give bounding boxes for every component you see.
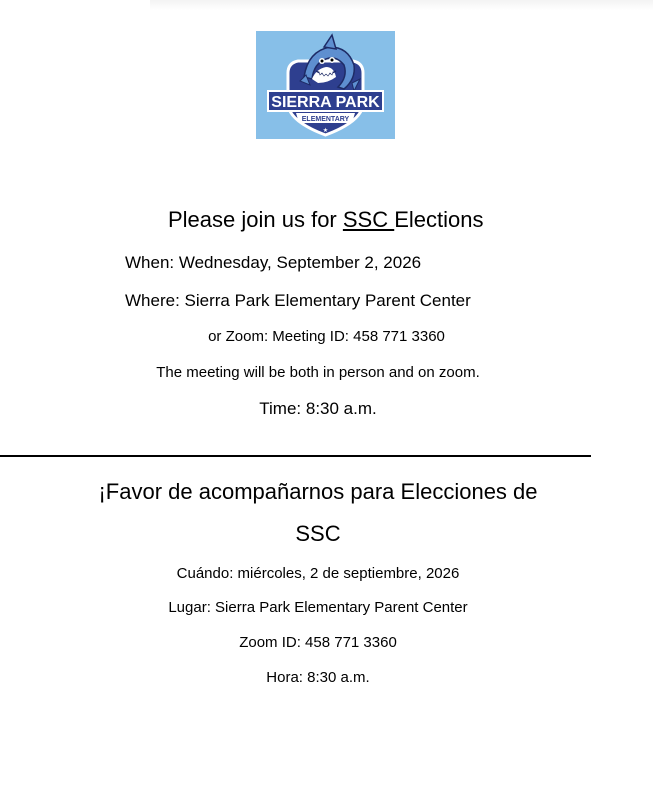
star-icon: ★ (322, 128, 329, 134)
english-time: Time: 8:30 a.m. (259, 399, 377, 418)
spanish-where: Lugar: Sierra Park Elementary Parent Center (168, 599, 468, 616)
spanish-title-line1: ¡Favor de acompañarnos para Elecciones de (98, 479, 538, 504)
divider-line (0, 455, 591, 457)
school-logo (256, 31, 395, 139)
english-when: When: Wednesday, September 2, 2026 (125, 253, 422, 272)
spanish-zoom: Zoom ID: 458 771 3360 (239, 634, 397, 651)
spanish-time: Hora: 8:30 a.m. (266, 669, 370, 686)
spanish-title-line2: SSC (295, 521, 341, 546)
english-title (168, 207, 484, 233)
title-prefix: Please join us for (168, 207, 343, 232)
title-suffix: Elections (394, 207, 484, 232)
spanish-when: Cuándo: miércoles, 2 de septiembre, 2026 (176, 565, 460, 582)
logo-line2: ELEMENTARY (301, 116, 350, 123)
top-shadow (150, 0, 653, 10)
english-both: The meeting will be both in person and on zoom. (156, 364, 480, 381)
ssc-link[interactable]: SSC (342, 207, 395, 232)
shark-icon (256, 31, 395, 139)
english-where: Where: Sierra Park Elementary Parent Center (125, 291, 471, 310)
logo-line1: SIERRA PARK (271, 94, 380, 111)
english-zoom: or Zoom: Meeting ID: 458 771 3360 (208, 328, 445, 345)
